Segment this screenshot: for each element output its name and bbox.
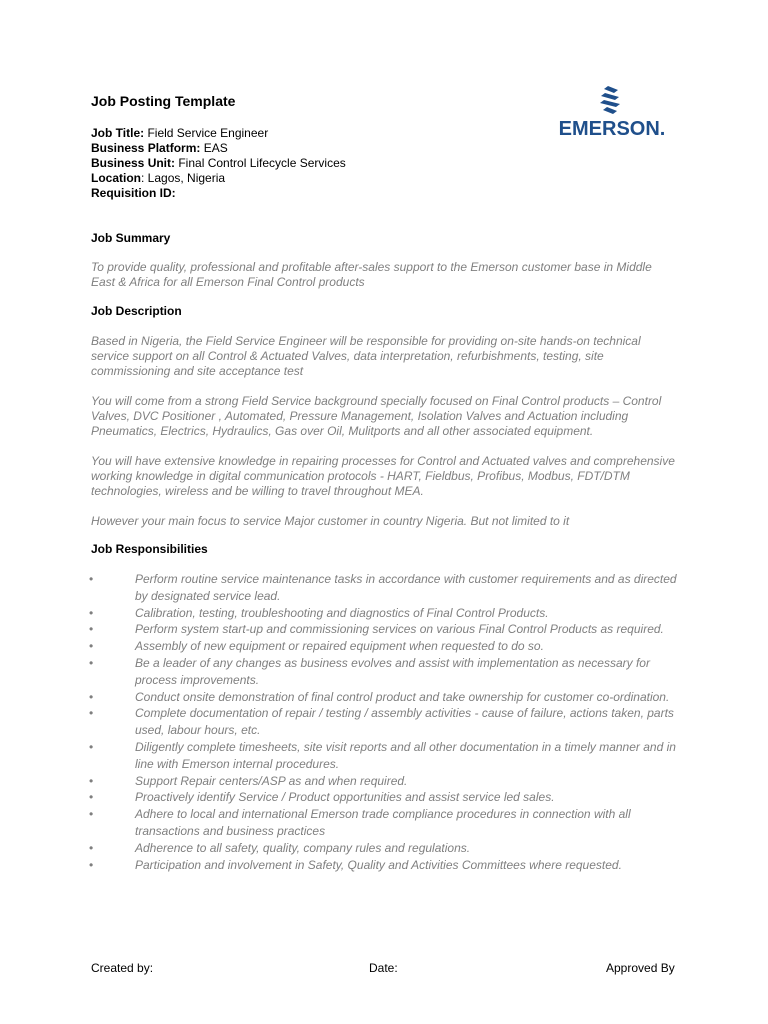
created-by-label: Created by: bbox=[91, 961, 154, 975]
responsibility-text: Complete documentation of repair / testing / assembly activities - cause of failure, actions taken, parts used, labour hours, etc. bbox=[135, 706, 674, 738]
job-summary-text: To provide quality, professional and profitable after-sales support to the Emerson customer base in Middle East & Africa for all Emerson Final Control products bbox=[91, 260, 652, 289]
job-description-paragraph: You will come from a strong Field Service background specially focused on Final Control products – Control Valves, DVC Positioner , Automated, Pressure Management, Isolation Valves and Actuation including Pneumatics, Electrics, Hydraulics, Gas over Oil, Mulitports and all other associated equipment. bbox=[91, 394, 662, 438]
bullet-icon: • bbox=[89, 706, 94, 721]
list-item bbox=[91, 739, 681, 773]
job-description-paragraph: You will have extensive knowledge in repairing processes for Control and Actuated valves and comprehensive working knowledge in digital communication protocols - HART, Fieldbus, Profibus, Modbus, FDT/DTM technologies, wireless and be willing to travel throughout MEA. bbox=[91, 454, 675, 498]
list-item bbox=[91, 773, 681, 790]
list-item bbox=[91, 789, 681, 806]
responsibility-text: Perform routine service maintenance tasks in accordance with customer requirements and as directed by designated service lead. bbox=[135, 572, 677, 603]
date-label: Date: bbox=[369, 961, 398, 975]
bullet-icon: • bbox=[89, 739, 94, 754]
list-item bbox=[91, 621, 681, 638]
document-title: Job Posting Template bbox=[91, 93, 236, 109]
emerson-logo-text: EMERSON. bbox=[558, 118, 666, 140]
location-value: : Lagos, Nigeria bbox=[141, 171, 226, 185]
bullet-icon: • bbox=[89, 605, 94, 620]
responsibilities-list bbox=[91, 571, 681, 873]
job-summary-heading: Job Summary bbox=[91, 231, 171, 245]
bullet-icon: • bbox=[89, 773, 94, 788]
responsibility-text: Be a leader of any changes as business evolves and assist with implementation as necessary for process improvements. bbox=[135, 655, 650, 687]
emerson-logo bbox=[548, 84, 676, 142]
business-unit-label: Business Unit: bbox=[91, 156, 176, 170]
list-item bbox=[91, 655, 681, 689]
bullet-icon: • bbox=[89, 622, 94, 637]
job-description-paragraph: Based in Nigeria, the Field Service Engineer will be responsible for providing on-site hands-on technical service support on all Control & Actuated Valves, data interpretation, refurbishments, testing, site commissioning and site acceptance test bbox=[91, 334, 641, 378]
responsibility-text: Participation and involvement in Safety, Quality and Activities Committees where requested. bbox=[135, 857, 622, 872]
list-item bbox=[91, 840, 681, 857]
business-platform-row bbox=[91, 141, 346, 156]
job-title-row bbox=[91, 126, 346, 141]
list-item bbox=[91, 705, 681, 739]
responsibility-text: Conduct onsite demonstration of final control product and take ownership for customer co-ordination. bbox=[135, 689, 670, 704]
bullet-icon: • bbox=[89, 572, 94, 586]
responsibility-text: Proactively identify Service / Product opportunities and assist service led sales. bbox=[135, 790, 555, 805]
list-item bbox=[91, 605, 681, 622]
business-unit-row bbox=[91, 156, 346, 171]
job-title-value: Field Service Engineer bbox=[144, 126, 269, 140]
business-platform-label: Business Platform: bbox=[91, 141, 201, 155]
responsibility-text: Adhere to local and international Emerson trade compliance procedures in connection with all transactions and business practices bbox=[135, 807, 631, 838]
bullet-icon: • bbox=[89, 689, 94, 704]
requisition-id-label: Requisition ID: bbox=[91, 186, 176, 200]
business-unit-value: Final Control Lifecycle Services bbox=[175, 156, 346, 170]
location-label: Location bbox=[91, 171, 141, 185]
bullet-icon: • bbox=[89, 840, 94, 855]
job-description-heading: Job Description bbox=[91, 304, 182, 318]
responsibility-text: Assembly of new equipment or repaired equipment when requested to do so. bbox=[135, 639, 544, 654]
bullet-icon: • bbox=[89, 655, 94, 670]
list-item bbox=[91, 857, 681, 874]
bullet-icon: • bbox=[89, 790, 94, 805]
emerson-logo-mark-icon bbox=[548, 84, 676, 118]
job-responsibilities-heading: Job Responsibilities bbox=[91, 542, 208, 556]
responsibility-text: Adherence to all safety, quality, company rules and regulations. bbox=[135, 840, 471, 855]
bullet-icon: • bbox=[89, 857, 94, 872]
job-description-paragraph: However your main focus to service Major customer in country Nigeria. But not limited to it bbox=[91, 514, 570, 528]
job-title-label: Job Title: bbox=[91, 126, 145, 140]
bullet-icon: • bbox=[89, 807, 94, 822]
location-row bbox=[91, 171, 346, 186]
responsibility-text: Diligently complete timesheets, site visit reports and all other documentation in a timely manner and in line with Emerson internal procedures. bbox=[135, 739, 676, 771]
approved-by-label: Approved By bbox=[606, 961, 675, 975]
list-item bbox=[91, 806, 681, 840]
responsibility-text: Support Repair centers/ASP as and when required. bbox=[135, 773, 408, 788]
list-item bbox=[91, 689, 681, 706]
requisition-id-row bbox=[91, 186, 346, 201]
responsibility-text: Perform system start-up and commissioning services on various Final Control Products as required. bbox=[135, 622, 664, 637]
list-item bbox=[91, 571, 681, 605]
business-platform-value: EAS bbox=[200, 141, 228, 155]
list-item bbox=[91, 638, 681, 655]
job-meta bbox=[91, 126, 346, 201]
bullet-icon: • bbox=[89, 639, 94, 654]
responsibility-text: Calibration, testing, troubleshooting and diagnostics of Final Control Products. bbox=[135, 605, 549, 620]
